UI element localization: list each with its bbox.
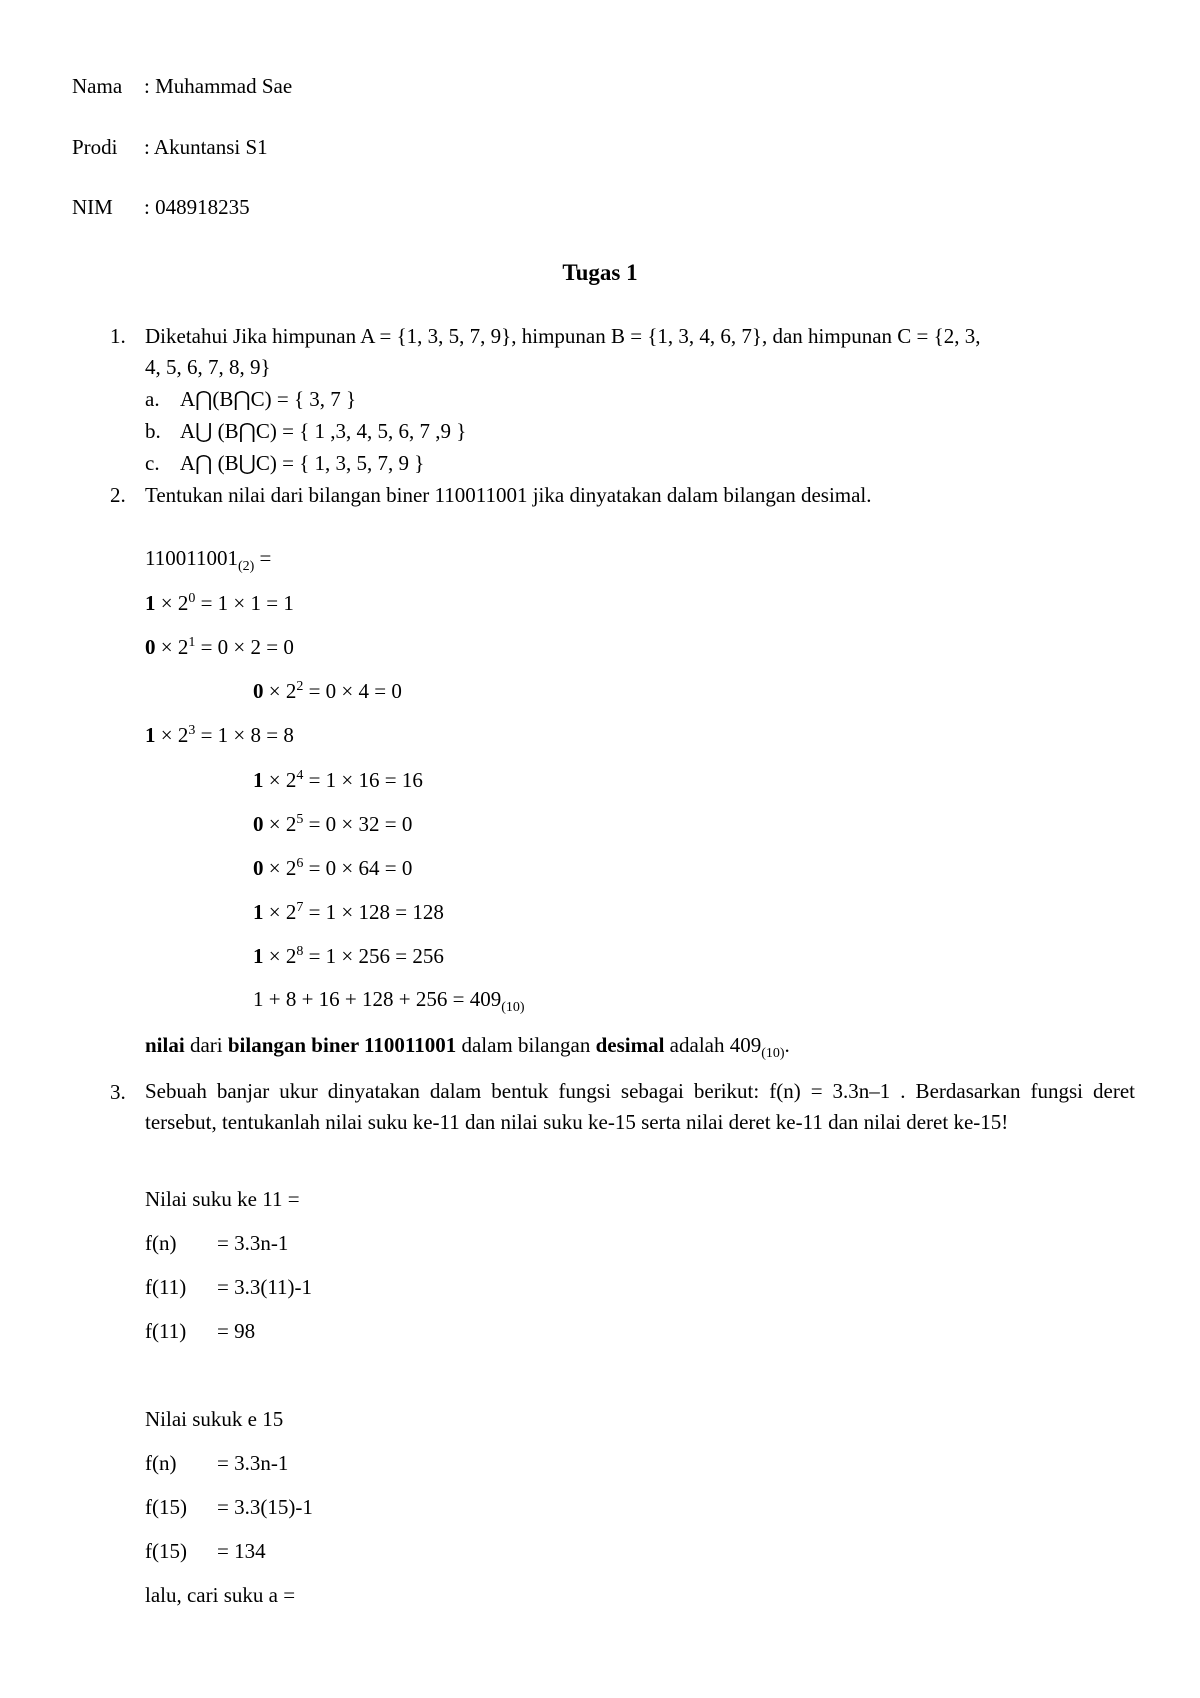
formula-rhs: = 3.3n-1 xyxy=(217,1451,289,1475)
step-bit: 0 xyxy=(145,635,156,659)
step-base: × 2 xyxy=(263,944,297,968)
step-base: × 2 xyxy=(263,856,297,880)
q1-option-c xyxy=(145,453,424,474)
step-row xyxy=(253,813,412,835)
step-bit: 0 xyxy=(253,679,264,703)
formula-rhs: = 3.3n-1 xyxy=(217,1231,289,1255)
step-exp: 2 xyxy=(296,679,304,694)
q1-text-line2: 4, 5, 6, 7, 8, 9} xyxy=(145,355,271,379)
formula-rhs: = 98 xyxy=(217,1319,256,1343)
conclusion-bold: bilangan biner 110011001 xyxy=(227,1033,457,1057)
step-exp: 4 xyxy=(296,768,304,783)
step-rest: = 0 × 32 = 0 xyxy=(303,812,413,836)
step-rest: = 0 × 2 = 0 xyxy=(195,635,294,659)
q1-c-text: A⋂ (B⋃C) = { 1, 3, 5, 7, 9 } xyxy=(180,451,425,475)
step-row xyxy=(145,592,294,614)
formula-rhs: = 3.3(11)-1 xyxy=(217,1275,313,1299)
step-row xyxy=(253,857,412,879)
q3-number: 3. xyxy=(110,1080,126,1104)
formula-rhs: = 3.3(15)-1 xyxy=(217,1495,313,1519)
step-exp: 1 xyxy=(188,635,196,650)
step-row xyxy=(253,901,444,923)
formula-row xyxy=(145,1233,288,1254)
binary-base: (2) xyxy=(237,559,255,574)
step-base: × 2 xyxy=(263,768,297,792)
formula-lhs: f(11) xyxy=(145,1275,187,1299)
step-base: × 2 xyxy=(155,591,189,615)
step-rest: = 1 × 8 = 8 xyxy=(195,723,294,747)
prodi-row xyxy=(72,137,268,158)
formula-row xyxy=(145,1497,313,1518)
step-exp: 8 xyxy=(296,944,304,959)
step-exp: 0 xyxy=(188,591,196,606)
step-exp: 7 xyxy=(296,900,304,915)
formula-lhs: f(15) xyxy=(145,1539,187,1563)
step-row xyxy=(145,636,294,658)
conclusion-text: dalam bilangan xyxy=(456,1033,596,1057)
step-bit: 0 xyxy=(253,812,264,836)
step-base: × 2 xyxy=(263,812,297,836)
q1-c-label: c. xyxy=(145,451,160,475)
step-row xyxy=(253,680,402,702)
step-bit: 1 xyxy=(253,768,264,792)
formula-row xyxy=(145,1453,288,1474)
q1-a-text: A⋂(B⋂C) = { 3, 7 } xyxy=(180,387,357,411)
step-exp: 3 xyxy=(188,723,196,738)
formula-lhs: f(15) xyxy=(145,1495,187,1519)
prodi-label: Prodi xyxy=(72,135,118,159)
step-rest: = 1 × 128 = 128 xyxy=(303,900,444,924)
q2-number: 2. xyxy=(110,483,126,507)
conclusion-bold: nilai xyxy=(145,1033,185,1057)
conclusion-base: (10) xyxy=(761,1046,785,1061)
nim-row xyxy=(72,197,250,218)
formula-lhs: f(n) xyxy=(145,1451,177,1475)
step-rest: = 0 × 4 = 0 xyxy=(303,679,402,703)
step-exp: 5 xyxy=(296,812,304,827)
q2-text: Tentukan nilai dari bilangan biner 110011001 jika dinyatakan dalam bilangan desimal. xyxy=(145,483,872,507)
conclusion-text: adalah 409 xyxy=(664,1033,762,1057)
q3-text: Sebuah banjar ukur dinyatakan dalam bentuk fungsi sebagai berikut: f(n) = 3.3n–1 . Berdasarkan fungsi deret tersebut, tentukanlah nilai suku ke-11 dan nilai suku ke-15 serta nilai deret ke-11 dan nilai deret ke-15! xyxy=(145,1079,1135,1134)
sum-row xyxy=(253,989,525,1015)
step-row xyxy=(253,769,423,791)
step-bit: 1 xyxy=(253,900,264,924)
step-row xyxy=(253,945,444,967)
conclusion-bold: desimal xyxy=(595,1033,665,1057)
part2-title: Nilai sukuk e 15 xyxy=(145,1407,284,1431)
step-rest: = 1 × 256 = 256 xyxy=(303,944,444,968)
step-base: × 2 xyxy=(155,635,189,659)
page-title: Tugas 1 xyxy=(562,260,638,285)
nim-value: : 048918235 xyxy=(144,195,250,219)
step-base: × 2 xyxy=(263,900,297,924)
binary-number: 110011001 xyxy=(145,546,238,570)
step-rest: = 0 × 64 = 0 xyxy=(303,856,413,880)
nama-row xyxy=(72,76,292,97)
q1-text-line1: Diketahui Jika himpunan A = {1, 3, 5, 7, 9}, himpunan B = {1, 3, 4, 6, 7}, dan himpunan C = {2, 3, xyxy=(145,324,981,348)
prodi-value: : Akuntansi S1 xyxy=(144,135,268,159)
q1-b-text: A⋃ (B⋂C) = { 1 ,3, 4, 5, 6, 7 ,9 } xyxy=(180,419,467,443)
step-base: × 2 xyxy=(263,679,297,703)
q1-a-label: a. xyxy=(145,387,160,411)
q1-b-label: b. xyxy=(145,419,161,443)
sum-base: (10) xyxy=(501,1000,525,1015)
q2-conclusion xyxy=(145,1035,790,1061)
formula-lhs: f(n) xyxy=(145,1231,177,1255)
sum-text: 1 + 8 + 16 + 128 + 256 = 409 xyxy=(253,987,502,1011)
formula-lhs: f(11) xyxy=(145,1319,187,1343)
step-row xyxy=(145,724,294,746)
nama-label: Nama xyxy=(72,74,123,98)
step-bit: 1 xyxy=(145,723,156,747)
step-bit: 1 xyxy=(145,591,156,615)
q1-option-b xyxy=(145,421,466,442)
q1-number: 1. xyxy=(110,324,126,348)
q1-option-a xyxy=(145,389,356,410)
step-rest: = 1 × 1 = 1 xyxy=(195,591,294,615)
formula-row xyxy=(145,1541,266,1562)
formula-row xyxy=(145,1321,255,1342)
binary-expression xyxy=(145,548,271,574)
last-line: lalu, cari suku a = xyxy=(145,1583,296,1607)
conclusion-text: dari xyxy=(184,1033,228,1057)
step-bit: 1 xyxy=(253,944,264,968)
formula-row xyxy=(145,1277,312,1298)
binary-equals: = xyxy=(254,546,272,570)
part1-title: Nilai suku ke 11 = xyxy=(145,1187,300,1211)
nama-value: : Muhammad Sae xyxy=(144,74,293,98)
step-rest: = 1 × 16 = 16 xyxy=(303,768,423,792)
step-bit: 0 xyxy=(253,856,264,880)
conclusion-text: . xyxy=(784,1033,790,1057)
nim-label: NIM xyxy=(72,195,113,219)
formula-rhs: = 134 xyxy=(217,1539,266,1563)
step-exp: 6 xyxy=(296,856,304,871)
step-base: × 2 xyxy=(155,723,189,747)
